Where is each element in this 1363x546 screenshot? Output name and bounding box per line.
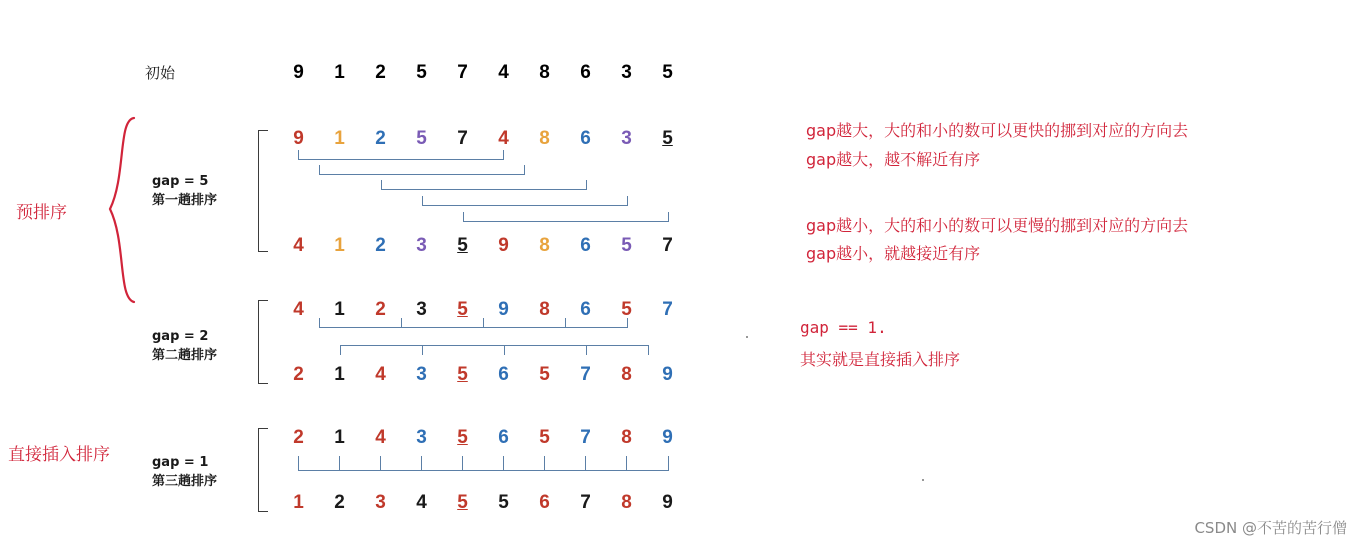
number-row-initial [278,60,688,86]
gap2-pass-text: 第二趟排序 [152,348,218,363]
gap1-bracket [258,428,268,512]
number-cell: 1 [293,492,304,513]
gap2-tick [565,318,566,328]
gap5-gap-text: gap = 5 [152,174,209,189]
number-cell: 6 [580,62,591,83]
stray-dot [746,336,748,338]
number-cell: 7 [457,128,468,149]
gap2-tick [422,345,423,355]
number-cell: 8 [539,128,550,149]
number-cell: 5 [662,62,673,83]
number-cell: 4 [293,299,304,320]
number-cell: 5 [457,235,468,256]
gap5-connector-4-9 [463,212,669,222]
direct-insert-sort-label: 直接插入排序 [8,445,110,465]
number-cell: 1 [334,299,345,320]
number-cell: 9 [662,364,673,385]
pre-sort-brace [104,116,140,306]
gap1-pass-text: 第三趟排序 [152,474,218,489]
number-cell: 7 [580,427,591,448]
number-cell: 5 [457,427,468,448]
gap2-bracket [258,300,268,384]
number-cell: 5 [416,128,427,149]
pre-sort-label: 预排序 [16,203,67,223]
number-cell: 8 [539,62,550,83]
gap2-tick [504,345,505,355]
gap2-line-even [340,345,649,346]
gap2-tick [483,318,484,328]
number-cell: 5 [457,299,468,320]
number-cell: 3 [416,427,427,448]
gap5-connector-3-8 [422,196,628,206]
gap1-tick [544,456,545,470]
number-row-gap2-after [278,362,688,388]
number-cell: 7 [580,364,591,385]
number-cell: 5 [457,364,468,385]
gap2-tick [648,345,649,355]
number-cell: 5 [621,235,632,256]
number-cell: 7 [662,235,673,256]
number-cell: 8 [539,299,550,320]
gap2-tick [586,345,587,355]
gap2-tick [319,318,320,328]
number-cell: 5 [621,299,632,320]
gap1-tick [421,456,422,470]
number-cell: 3 [621,128,632,149]
number-cell: 5 [662,128,673,149]
number-row-gap1-before [278,425,688,451]
number-cell: 9 [293,128,304,149]
gap5-connector-0-5 [298,150,504,160]
number-cell: 3 [375,492,386,513]
gap1-tick [668,456,669,470]
number-cell: 6 [539,492,550,513]
number-row-gap5-before [278,126,688,152]
gap2-gap-text: gap = 2 [152,329,209,344]
number-cell: 3 [416,299,427,320]
number-cell: 2 [375,128,386,149]
number-cell: 4 [498,62,509,83]
note-gap-large-2: gap越大，越不解近有序 [806,150,981,169]
number-cell: 6 [580,235,591,256]
number-row-gap1-after [278,490,688,516]
number-cell: 2 [293,427,304,448]
number-cell: 9 [662,427,673,448]
number-cell: 8 [621,492,632,513]
note-is-insertion-sort: 其实就是直接插入排序 [800,350,961,369]
number-cell: 1 [334,364,345,385]
number-cell: 6 [498,364,509,385]
number-cell: 9 [498,299,509,320]
number-cell: 8 [539,235,550,256]
number-cell: 3 [416,235,427,256]
number-cell: 3 [621,62,632,83]
number-cell: 5 [498,492,509,513]
gap2-tick [627,318,628,328]
note-gap-small-1: gap越小，大的和小的数可以更慢的挪到对应的方向去 [806,216,1189,235]
gap1-tick [462,456,463,470]
number-cell: 7 [457,62,468,83]
number-cell: 2 [375,62,386,83]
number-cell: 2 [375,235,386,256]
gap1-gap-text: gap = 1 [152,455,209,470]
gap1-tick [626,456,627,470]
gap5-bracket [258,130,268,252]
number-cell: 4 [416,492,427,513]
number-cell: 4 [293,235,304,256]
number-cell: 4 [375,364,386,385]
gap1-tick [298,456,299,470]
number-cell: 9 [662,492,673,513]
gap1-line [298,470,669,471]
number-cell: 7 [662,299,673,320]
number-cell: 5 [539,364,550,385]
gap2-label [152,327,217,365]
note-gap-small-2: gap越小，就越接近有序 [806,244,981,263]
number-cell: 7 [580,492,591,513]
number-cell: 2 [375,299,386,320]
note-gap-large-1: gap越大，大的和小的数可以更快的挪到对应的方向去 [806,121,1189,140]
number-cell: 8 [621,427,632,448]
number-cell: 2 [293,364,304,385]
gap5-connector-2-7 [381,180,587,190]
number-cell: 6 [580,299,591,320]
gap5-pass-text: 第一趟排序 [152,193,218,208]
number-cell: 9 [293,62,304,83]
number-cell: 1 [334,427,345,448]
number-cell: 5 [457,492,468,513]
number-cell: 1 [334,128,345,149]
number-row-gap5-after [278,233,688,259]
initial-row-label: 初始 [145,64,176,82]
number-cell: 1 [334,62,345,83]
note-gap-equals-one: gap == 1. [800,318,887,337]
gap5-label [152,172,217,210]
number-cell: 9 [498,235,509,256]
number-cell: 4 [498,128,509,149]
number-cell: 5 [416,62,427,83]
gap1-tick [585,456,586,470]
number-cell: 2 [334,492,345,513]
number-cell: 6 [498,427,509,448]
gap1-tick [380,456,381,470]
number-cell: 5 [539,427,550,448]
number-cell: 4 [375,427,386,448]
number-cell: 3 [416,364,427,385]
gap1-label [152,453,217,491]
gap5-connector-1-6 [319,165,525,175]
gap2-line-odd [319,327,628,328]
stray-dot [922,479,924,481]
number-cell: 1 [334,235,345,256]
number-cell: 8 [621,364,632,385]
gap1-tick [503,456,504,470]
gap2-tick [401,318,402,328]
number-cell: 6 [580,128,591,149]
watermark: CSDN @不苦的苦行僧 [1194,519,1347,537]
gap2-tick [340,345,341,355]
gap1-tick [339,456,340,470]
